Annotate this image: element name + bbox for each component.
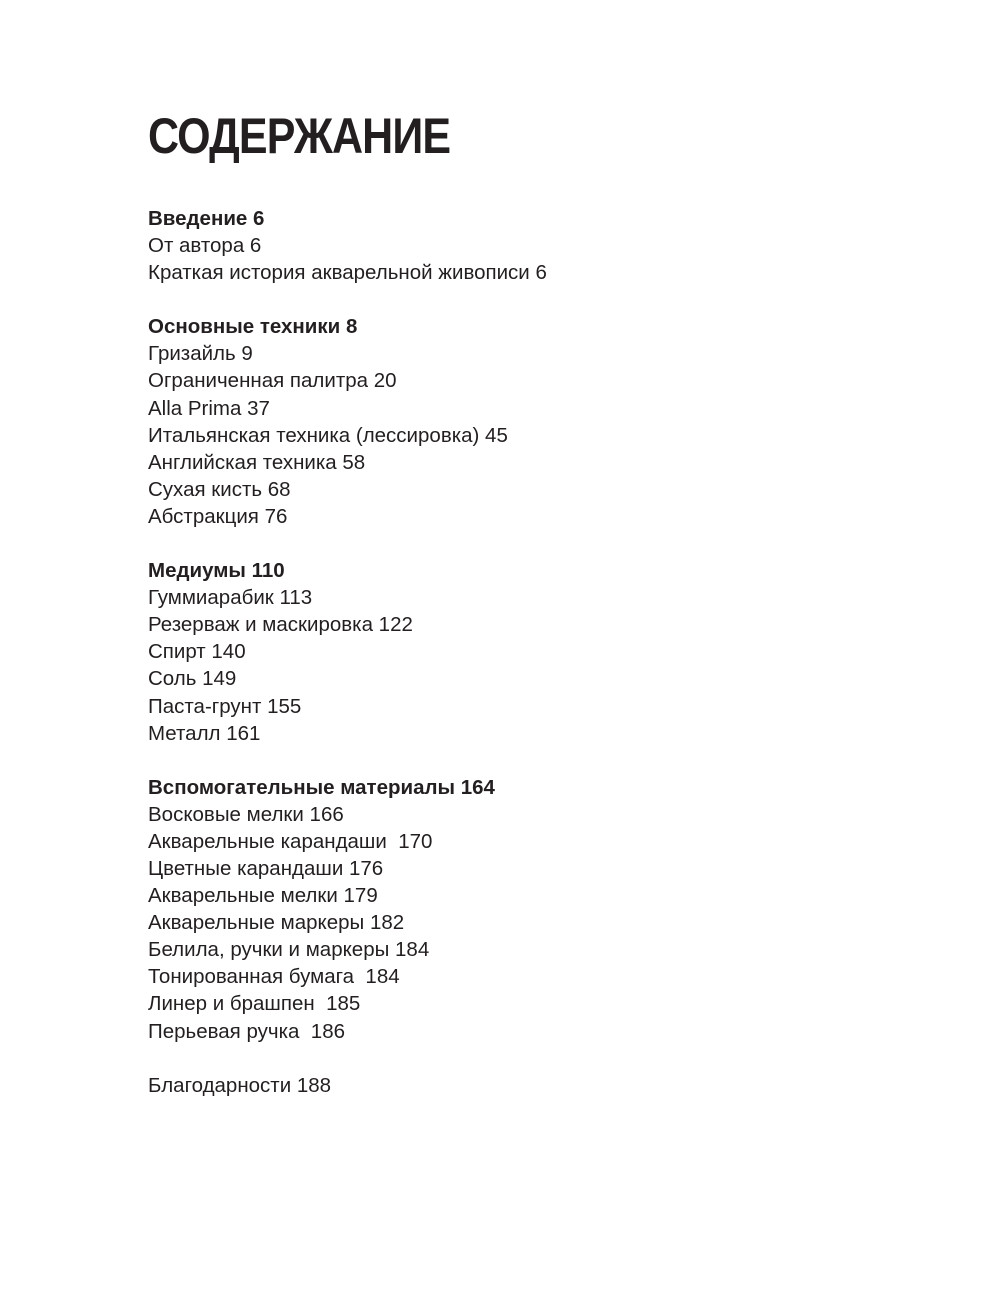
toc-section-heading: Основные техники 8	[148, 315, 358, 339]
toc-entry: Акварельные маркеры 182	[148, 911, 405, 935]
toc-entry: Восковые мелки 166	[148, 802, 344, 826]
toc-entry: Английская техника 58	[148, 450, 366, 474]
toc-entry: Линер и брашпен 185	[148, 992, 361, 1016]
toc-section-heading: Введение 6	[148, 207, 265, 230]
toc-section	[148, 557, 547, 747]
toc-entry: Резерваж и маскировка 122	[148, 613, 413, 637]
toc-entry: Гризайль 9	[148, 342, 253, 366]
toc-entry: Акварельные мелки 179	[148, 884, 378, 908]
toc-list	[148, 205, 547, 1126]
toc-entry: Сухая кисть 68	[148, 477, 291, 501]
toc-page	[148, 108, 928, 1097]
toc-entry: Спирт 140	[148, 640, 246, 664]
toc-entry: Перьевая ручка 186	[148, 1019, 345, 1043]
toc-entry: Итальянская техника (лессировка) 45	[148, 423, 508, 447]
toc-entry: Тонированная бумага 184	[148, 965, 400, 989]
toc-entry: Цветные карандаши 176	[148, 856, 384, 880]
toc-entry: От автора 6	[148, 234, 262, 258]
toc-entry: Гуммиарабик 113	[148, 586, 313, 610]
toc-section-heading: Вспомогательные материалы 164	[148, 775, 495, 799]
toc-entry: Паста-грунт 155	[148, 694, 302, 718]
toc-section	[148, 1072, 547, 1099]
toc-section	[148, 205, 547, 286]
toc-section-heading: Медиумы 110	[148, 559, 285, 583]
toc-entry: Белила, ручки и маркеры 184	[148, 938, 430, 962]
toc-entry: Alla Prima 37	[148, 396, 270, 420]
toc-entry: Ограниченная палитра 20	[148, 369, 397, 393]
toc-entry: Соль 149	[148, 667, 237, 691]
toc-section	[148, 774, 547, 1045]
toc-entry: Краткая история акварельной живописи 6	[148, 261, 547, 285]
toc-entry: Акварельные карандаши 170	[148, 829, 433, 853]
toc-entry: Металл 161	[148, 721, 261, 745]
toc-entry: Благодарности 188	[148, 1073, 332, 1097]
page-title: СОДЕРЖАНИЕ	[148, 108, 451, 164]
toc-entry: Абстракция 76	[148, 504, 288, 528]
toc-section	[148, 313, 547, 530]
